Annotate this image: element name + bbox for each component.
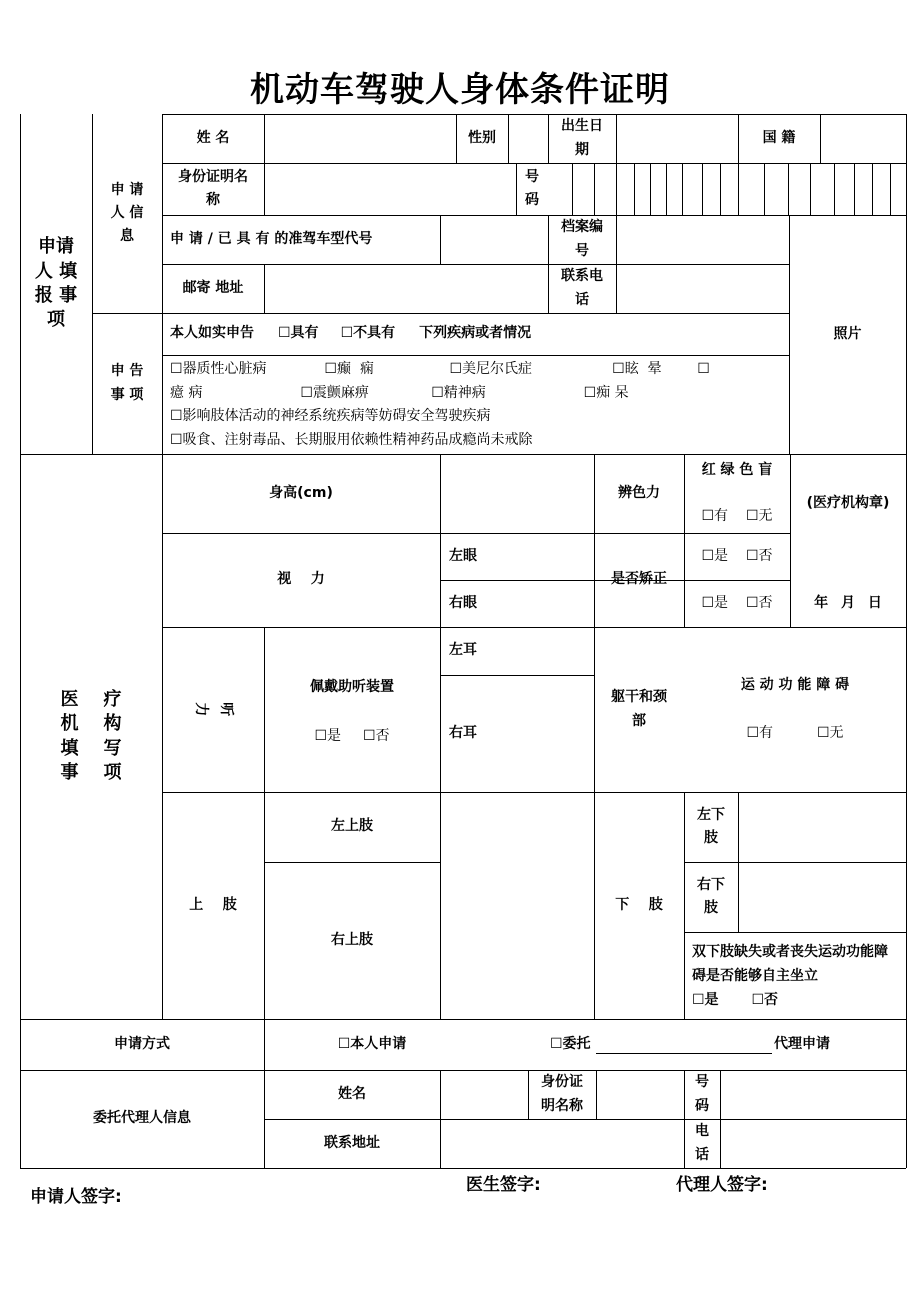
lower-limb-label: 下 肢 xyxy=(615,896,663,913)
right-lower-limb-label: 右下 肢 xyxy=(697,876,725,916)
motor-disorder-none[interactable]: ☐无 xyxy=(817,725,844,742)
motor-disorder-has[interactable]: ☐有 xyxy=(746,725,773,742)
height-label: 身高(cm) xyxy=(269,484,333,501)
right-ear-label: 右耳 xyxy=(449,724,477,741)
agent-info-label: 委托代理人信息 xyxy=(93,1110,191,1127)
id-doc-field[interactable] xyxy=(264,163,516,215)
color-vision-label: 辨色力 xyxy=(618,484,660,501)
motor-disorder-label: 运 动 功 能 障 碍 xyxy=(740,677,850,694)
sex-label: 性别 xyxy=(468,129,496,146)
stamp-label: (医疗机构章) xyxy=(806,495,890,512)
agent-address-field[interactable] xyxy=(440,1119,684,1168)
license-class-field[interactable] xyxy=(440,215,548,264)
right-upper-limb-label: 右上肢 xyxy=(331,931,373,948)
disease-row-4[interactable]: ☐吸食、注射毒品、长期服用依赖性精神药品成瘾尚未戒除 xyxy=(170,431,533,448)
phone-field[interactable] xyxy=(616,264,789,313)
address-field[interactable] xyxy=(264,264,548,313)
corrected-right-no[interactable]: ☐否 xyxy=(746,594,773,611)
color-blind-label: 红 绿 色 盲 xyxy=(701,462,773,479)
agent-id-doc-field[interactable] xyxy=(596,1070,684,1119)
both-lower-limb-block xyxy=(692,940,900,1012)
both-lower-limb-no[interactable]: ☐否 xyxy=(751,992,778,1008)
trunk-neck-label: 躯干和颈 部 xyxy=(611,689,667,729)
agent-apply-label: 代理申请 xyxy=(774,1035,830,1052)
vision-label: 视 力 xyxy=(277,571,325,588)
corrected-left-options xyxy=(684,533,790,580)
medical-section-label: 医 疗 机 构 填 写 事 项 xyxy=(60,688,122,783)
photo-box: 照片 xyxy=(833,325,862,342)
right-lower-limb-field[interactable] xyxy=(738,862,906,932)
both-lower-limb-question: 双下肢缺失或者丧失运动功能障碍是否能够自主坐立 xyxy=(692,944,888,984)
right-eye-label: 右眼 xyxy=(449,594,477,611)
upper-limb-label: 上 肢 xyxy=(189,896,237,913)
form-title: 机动车驾驶人身体条件证明 xyxy=(250,70,670,110)
agent-phone-label: 电 话 xyxy=(695,1123,709,1163)
agent-id-number-label: 号 码 xyxy=(695,1074,709,1114)
right-upper-limb-field[interactable] xyxy=(440,862,594,1019)
id-doc-label: 身份证明名 称 xyxy=(178,168,248,208)
nationality-field[interactable] xyxy=(820,114,906,163)
address-label: 邮寄 地址 xyxy=(182,279,244,296)
name-field[interactable] xyxy=(264,114,456,163)
agent-name-label: 姓名 xyxy=(338,1085,366,1102)
stamp-date: 年 月 日 xyxy=(814,594,882,611)
agent-address-label: 联系地址 xyxy=(324,1134,380,1151)
declare-label: 申 告 事 项 xyxy=(110,363,144,403)
agent-name-field[interactable] xyxy=(440,1070,528,1119)
color-blind-none[interactable]: ☐无 xyxy=(746,508,773,525)
birth-label: 出生日 期 xyxy=(561,118,603,158)
disease-list xyxy=(170,358,789,452)
declare-tail: 下列疾病或者情况 xyxy=(419,325,532,342)
color-blind-options xyxy=(684,500,790,534)
left-upper-limb-label: 左上肢 xyxy=(331,818,373,835)
file-no-field[interactable] xyxy=(616,215,789,264)
applicant-info-label: 申 请 人 信 息 xyxy=(110,181,144,245)
applicant-signature[interactable]: 申请人签字: xyxy=(30,1187,122,1207)
method-label: 申请方式 xyxy=(114,1035,170,1052)
declare-no-checkbox[interactable]: ☐不具有 xyxy=(340,325,396,342)
entrust-checkbox[interactable]: ☐委托 xyxy=(550,1035,591,1052)
disease-row-3[interactable]: ☐影响肢体活动的神经系统疾病等妨碍安全驾驶疾病 xyxy=(170,408,491,424)
motor-disorder-options xyxy=(684,710,906,758)
both-lower-limb-options xyxy=(692,988,900,1012)
id-number-boxes[interactable] xyxy=(548,163,906,215)
hearing-aid-yes[interactable]: ☐是 xyxy=(314,728,341,745)
left-lower-limb-label: 左下 肢 xyxy=(697,806,725,846)
phone-label: 联系电 话 xyxy=(561,268,603,308)
corrected-label: 是否矫正 xyxy=(611,571,667,588)
agent-id-doc-label: 身份证 明名称 xyxy=(541,1074,583,1114)
left-ear-label: 左耳 xyxy=(449,642,477,659)
hearing-aid-options xyxy=(264,712,440,762)
applicant-section-label: 申请 人 填 报 事 项 xyxy=(34,236,78,331)
file-no-label: 档案编 号 xyxy=(561,219,603,259)
height-field[interactable] xyxy=(440,454,594,533)
disease-row-1[interactable]: ☐器质性心脏病 ☐癫 痫 ☐美尼尔氏症 ☐眩 晕 ☐ xyxy=(170,361,710,377)
doctor-signature[interactable]: 医生签字: xyxy=(466,1175,541,1195)
corrected-right-yes[interactable]: ☐是 xyxy=(701,594,728,611)
color-blind-has[interactable]: ☐有 xyxy=(701,508,728,525)
hearing-aid-label: 佩戴助听装置 xyxy=(310,679,394,696)
agent-id-number-field[interactable] xyxy=(720,1070,906,1119)
nationality-label: 国 籍 xyxy=(762,129,796,146)
hearing-label: 听 力 xyxy=(193,702,235,717)
corrected-left-yes[interactable]: ☐是 xyxy=(701,547,728,564)
left-upper-limb-field[interactable] xyxy=(440,792,594,862)
corrected-right-options xyxy=(684,580,790,627)
license-class-label: 申 请 / 已 具 有 的准驾车型代号 xyxy=(170,230,373,247)
hearing-aid-no[interactable]: ☐否 xyxy=(363,728,390,745)
corrected-left-no[interactable]: ☐否 xyxy=(746,547,773,564)
agent-signature[interactable]: 代理人签字: xyxy=(676,1175,768,1195)
agent-phone-field[interactable] xyxy=(720,1119,906,1168)
left-eye-label: 左眼 xyxy=(449,547,477,564)
declare-row xyxy=(170,313,789,355)
sex-field[interactable] xyxy=(508,114,548,163)
left-lower-limb-field[interactable] xyxy=(738,792,906,862)
both-lower-limb-yes[interactable]: ☐是 xyxy=(692,992,719,1008)
name-label: 姓 名 xyxy=(196,129,230,146)
declare-yes-checkbox[interactable]: ☐具有 xyxy=(278,325,319,342)
id-number-label: 号 码 xyxy=(525,168,539,208)
disease-row-2[interactable]: 癔 病 ☐震颤麻痹 ☐精神病 ☐痴 呆 xyxy=(170,384,629,401)
declare-prompt: 本人如实申告 xyxy=(170,325,254,342)
birth-field[interactable] xyxy=(616,114,738,163)
self-apply-checkbox[interactable]: ☐本人申请 xyxy=(337,1035,407,1052)
